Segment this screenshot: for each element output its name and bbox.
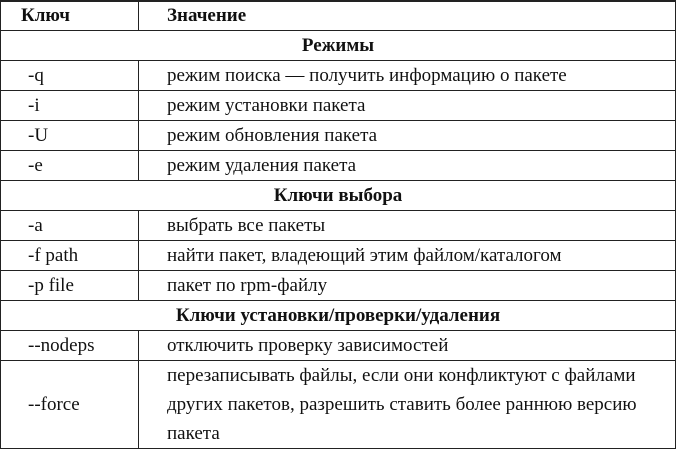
option-key: -i	[1, 91, 139, 121]
section-title: Режимы	[1, 31, 676, 61]
option-key: -e	[1, 151, 139, 181]
section-modes	[1, 31, 676, 61]
section-title: Ключи выбора	[1, 181, 676, 211]
table-row	[1, 331, 676, 361]
section-selection-keys	[1, 181, 676, 211]
section-title: Ключи установки/проверки/удаления	[1, 301, 676, 331]
option-value: пакет по rpm-файлу	[139, 271, 676, 301]
table-row	[1, 61, 676, 91]
option-value: режим удаления пакета	[139, 151, 676, 181]
option-key: -p file	[1, 271, 139, 301]
option-value: отключить проверку зависимостей	[139, 331, 676, 361]
option-key: --nodeps	[1, 331, 139, 361]
option-value: режим обновления пакета	[139, 121, 676, 151]
header-row	[1, 1, 676, 31]
table-row	[1, 91, 676, 121]
option-value: режим поиска — получить информацию о пакете	[139, 61, 676, 91]
option-key: --force	[1, 361, 139, 449]
option-value: перезаписывать файлы, если они конфликтуют с файлами других пакетов, разрешить ставить более раннюю версию пакета	[139, 361, 676, 449]
table-row	[1, 211, 676, 241]
table-row	[1, 361, 676, 449]
option-key: -U	[1, 121, 139, 151]
table-row	[1, 241, 676, 271]
option-key: -f path	[1, 241, 139, 271]
table-row	[1, 151, 676, 181]
header-key: Ключ	[1, 1, 139, 31]
option-key: -a	[1, 211, 139, 241]
table-row	[1, 271, 676, 301]
option-value: найти пакет, владеющий этим файлом/каталогом	[139, 241, 676, 271]
option-value: режим установки пакета	[139, 91, 676, 121]
option-value: выбрать все пакеты	[139, 211, 676, 241]
table-row	[1, 121, 676, 151]
header-value: Значение	[139, 1, 676, 31]
option-key: -q	[1, 61, 139, 91]
section-install-keys	[1, 301, 676, 331]
